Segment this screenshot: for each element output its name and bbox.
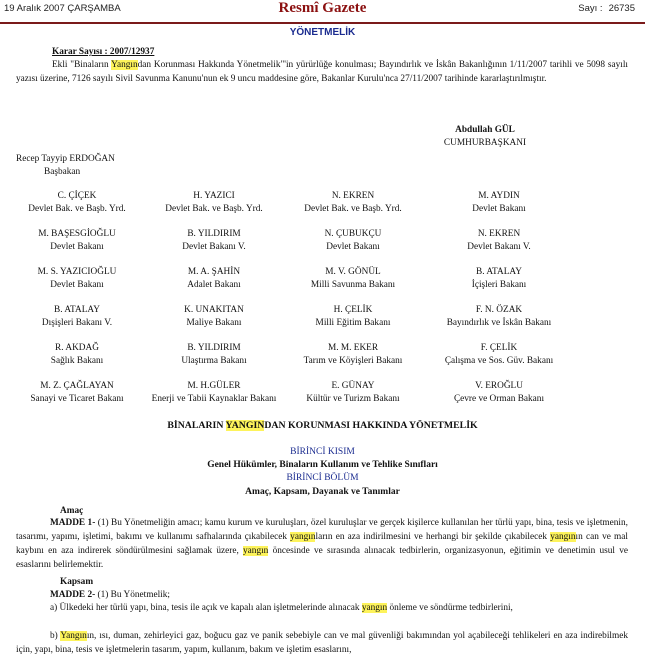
minister-signature [278, 380, 428, 406]
search-highlight: yangın [243, 546, 269, 556]
minister-signature [424, 190, 574, 216]
search-highlight: yangın [290, 532, 316, 542]
minister-signature [278, 266, 428, 292]
minister-name: V. EROĞLU [475, 381, 523, 391]
prime-minister-signature: Recep Tayyip ERDOĞAN Başbakan [16, 154, 115, 177]
minister-name: F. N. ÖZAK [475, 305, 523, 315]
kapsam-heading: Kapsam [60, 577, 94, 587]
minister-name: M. A. ŞAHİN [187, 267, 241, 277]
minister-title: Devlet Bak. ve Başb. Yrd. [165, 204, 263, 214]
minister-title: Kültür ve Turizm Bakanı [306, 394, 400, 404]
minister-signature [139, 266, 289, 292]
minister-signature [2, 228, 152, 254]
decree-number: Karar Sayısı : 2007/12937 [52, 47, 155, 57]
minister-signature [424, 342, 574, 368]
minister-signature [139, 342, 289, 368]
minister-name: M. H.GÜLER [187, 381, 241, 391]
minister-signature [278, 228, 428, 254]
minister-title: Milli Savunma Bakanı [310, 280, 396, 290]
minister-name: B. YILDIRIM [187, 343, 241, 353]
minister-name: K. UNAKITAN [184, 305, 244, 315]
decree-preamble: Ekli "Binaların Yangından Korunması Hakkında Yönetmelik"'in yürürlüğe konulması; Bayındırlık ve İskân Bakanlığının 1/11/2007 tarihli ve 5098 sayılı yazısı üzerine, 7126 sayılı Sivil Savunma Kanunu'nun ek 9 uncu maddesine göre, Bakanlar Kurulu'nca 27/11/2007 tarihinde kararlaştırılmıştır. [16, 60, 628, 84]
minister-signature [2, 304, 152, 330]
minister-name: H. YAZICI [193, 191, 235, 201]
minister-name: N. EKREN [477, 229, 521, 239]
minister-name: N. ÇUBUKÇU [324, 229, 382, 239]
minister-signature [2, 380, 152, 406]
minister-name: N. EKREN [331, 191, 375, 201]
amac-heading: Amaç [60, 506, 84, 516]
minister-title: Milli Eğitim Bakanı [315, 318, 391, 328]
minister-signature [139, 304, 289, 330]
minister-signature [424, 380, 574, 406]
search-highlight: YANGIN [225, 420, 265, 431]
minister-name: M. AYDIN [478, 191, 520, 201]
gazette-header [0, 0, 645, 24]
minister-title: Devlet Bakanı [326, 242, 380, 252]
minister-signature [2, 190, 152, 216]
gazette-title: Resmî Gazete [278, 0, 367, 16]
minister-title: Maliye Bakanı [186, 318, 242, 328]
minister-title: Çalışma ve Sos. Güv. Bakanı [444, 356, 554, 366]
minister-title: İçişleri Bakanı [471, 280, 527, 290]
minister-title: Devlet Bak. ve Başb. Yrd. [28, 204, 126, 214]
article-2-item-a: a) Ülkedeki her türlü yapı, bina, tesis ile açık ve kapalı alan işletmelerinde alınacak yangın önleme ve söndürme tedbirlerini, [50, 603, 513, 613]
minister-title: Ulaştırma Bakanı [181, 356, 247, 366]
issue-number: Sayı : 26735 [578, 3, 635, 14]
minister-name: F. ÇELİK [480, 343, 518, 353]
minister-name: C. ÇİÇEK [57, 191, 97, 201]
minister-signature [424, 304, 574, 330]
part-label: BİRİNCİ KISIM [290, 447, 355, 457]
section-title: YÖNETMELİK [289, 27, 356, 38]
minister-title: Çevre ve Orman Bakanı [453, 394, 545, 404]
minister-signature [2, 342, 152, 368]
minister-title: Devlet Bak. ve Başb. Yrd. [304, 204, 402, 214]
minister-signature [139, 228, 289, 254]
minister-signature [424, 266, 574, 292]
chapter-label: BİRİNCİ BÖLÜM [286, 473, 359, 483]
article-2-intro: MADDE 2- (1) Bu Yönetmelik; [50, 590, 170, 600]
minister-name: M. M. EKER [327, 343, 379, 353]
minister-name: H. ÇELİK [333, 305, 373, 315]
minister-name: B. ATALAY [54, 305, 100, 315]
minister-name: R. AKDAĞ [55, 343, 99, 353]
minister-title: Devlet Bakanı [472, 204, 526, 214]
minister-name: B. ATALAY [476, 267, 522, 277]
minister-title: Devlet Bakanı [50, 280, 104, 290]
search-highlight: yangın [550, 532, 576, 542]
article-1: MADDE 1- (1) Bu Yönetmeliğin amacı; kamu kurum ve kuruluşları, özel kuruluşlar ve gerçek kişilerce kullanılan her türlü yapı, bina, tesis ve işletmenin, tasarımı, yapımı, işletimi, bakımı ve kullanımı safhalarında çıkabilecek yangınların en aza indirilmesini ve herhangi bir şekilde çıkabilecek yangının can ve mal kaybını en aza indirerek söndürülmesini sağlamak üzere, yangın öncesinde ve sırasında alınacak tedbirlerin, organizasyonun, eğitimin ve denetimin usul ve esaslarını belirlemektir. [16, 518, 628, 570]
minister-title: Bayındırlık ve İskân Bakanı [446, 318, 552, 328]
minister-name: B. YILDIRIM [187, 229, 241, 239]
minister-title: Enerji ve Tabii Kaynaklar Bakanı [151, 394, 277, 404]
issue-date: 19 Aralık 2007 ÇARŞAMBA [4, 3, 121, 14]
minister-title: Adalet Bakanı [187, 280, 241, 290]
minister-signature [139, 380, 289, 406]
minister-signature [278, 190, 428, 216]
minister-title: Devlet Bakanı [50, 242, 104, 252]
minister-name: M. Z. ÇAĞLAYAN [40, 381, 114, 391]
minister-name: M. V. GÖNÜL [325, 267, 381, 277]
minister-signature [424, 228, 574, 254]
minister-signature [278, 304, 428, 330]
minister-name: M. BAŞESGİOĞLU [38, 229, 116, 239]
minister-signature [139, 190, 289, 216]
minister-title: Sanayi ve Ticaret Bakanı [30, 394, 124, 404]
regulation-title: BİNALARIN YANGINDAN KORUNMASI HAKKINDA YÖNETMELİK [167, 420, 478, 431]
part-title: Genel Hükümler, Binaların Kullanım ve Tehlike Sınıfları [207, 460, 438, 470]
minister-title: Dışişleri Bakanı V. [41, 318, 113, 328]
search-highlight: Yangın [111, 60, 138, 70]
minister-name: M. S. YAZICIOĞLU [37, 267, 117, 277]
minister-title: Sağlık Bakanı [50, 356, 104, 366]
search-highlight: Yangın [60, 631, 87, 641]
chapter-title: Amaç, Kapsam, Dayanak ve Tanımlar [245, 487, 400, 497]
minister-title: Devlet Bakanı V. [182, 242, 246, 252]
minister-signature [278, 342, 428, 368]
minister-name: E. GÜNAY [331, 381, 375, 391]
minister-signature [2, 266, 152, 292]
article-2-item-b: b) Yangının, ısı, duman, zehirleyici gaz, boğucu gaz ve panik sebebiyle can ve mal güvenliği bakımından yol açabileceği tehlikeleri en aza indirebilmek için, yapı, bina, tesis ve işletmelerin tasarım, yapım, kullanım, bakım ve işletim esaslarını, [16, 631, 628, 655]
search-highlight: yangın [361, 603, 388, 613]
minister-title: Devlet Bakanı V. [467, 242, 531, 252]
president-signature: Abdullah GÜL CUMHURBAŞKANI [443, 125, 527, 148]
minister-title: Tarım ve Köyişleri Bakanı [303, 356, 403, 366]
